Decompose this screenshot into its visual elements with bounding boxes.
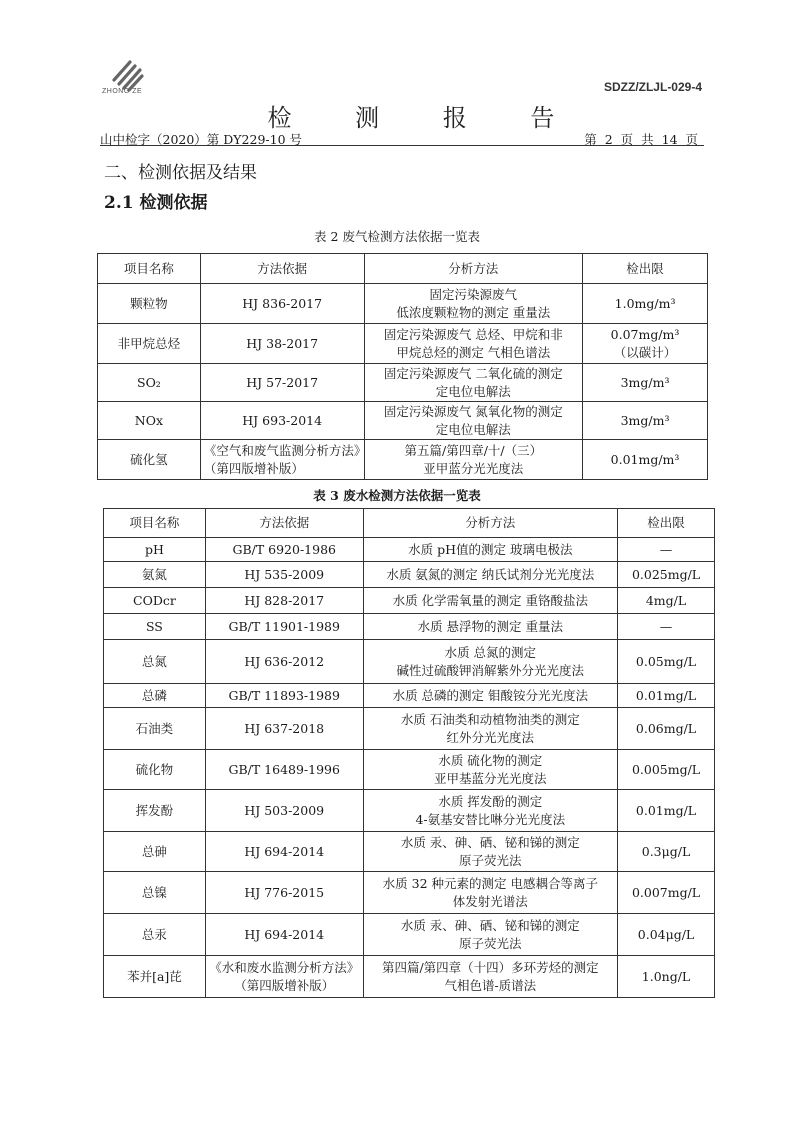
method-basis-cell: GB/T 11893-1989: [205, 684, 363, 708]
analysis-method-cell: [363, 956, 617, 998]
detection-limit-cell: 0.025mg/L: [618, 562, 715, 588]
table-row: [98, 402, 708, 440]
item-name-cell: CODcr: [104, 588, 206, 614]
detection-limit-cell: 0.01mg/L: [618, 790, 715, 832]
analysis-method-cell-line: 低浓度颗粒物的测定 重量法: [396, 304, 551, 320]
item-name-cell: pH: [104, 538, 206, 562]
analysis-method-cell-line: 亚甲基蓝分光光度法: [434, 770, 547, 786]
detection-limit-cell: 0.06mg/L: [618, 708, 715, 750]
table-row: [104, 588, 715, 614]
method-basis-cell: HJ 694-2014: [205, 914, 363, 956]
analysis-method-cell-line: 水质 氨氮的测定 纳氏试剂分光光度法: [386, 566, 595, 582]
analysis-method-cell-line: 原子荧光法: [459, 852, 522, 868]
table-row: [104, 872, 715, 914]
item-name-cell: SS: [104, 614, 206, 640]
analysis-method-cell: [363, 562, 617, 588]
analysis-method-cell-line: 固定污染源废气 总烃、甲烷和非: [383, 326, 563, 342]
analysis-method-cell: [363, 832, 617, 872]
table-row: [104, 832, 715, 872]
detection-limit-cell: 0.05mg/L: [618, 640, 715, 684]
item-name-cell: 颗粒物: [98, 284, 201, 324]
detection-limit-cell-line: 0.01mg/m³: [610, 451, 680, 467]
method-basis-cell: HJ 637-2018: [205, 708, 363, 750]
detection-limit-cell: 0.04μg/L: [618, 914, 715, 956]
table-row: [104, 684, 715, 708]
table-row: [98, 364, 708, 402]
method-basis-cell: GB/T 16489-1996: [205, 750, 363, 790]
header-method-basis: 方法依据: [205, 509, 363, 538]
section-heading: 二、检测依据及结果: [104, 163, 257, 183]
detection-limit-cell-line: 1.0mg/m³: [614, 295, 676, 311]
item-name-cell: 总磷: [104, 684, 206, 708]
item-name-cell: 总汞: [104, 914, 206, 956]
table-row: [98, 284, 708, 324]
detection-limit-cell: 0.3μg/L: [618, 832, 715, 872]
header-divider: [100, 145, 704, 146]
table-row: [104, 956, 715, 998]
page-info: 第 2 页 共 14 页: [584, 132, 698, 147]
method-basis-cell: HJ 38-2017: [200, 324, 364, 364]
detection-limit-cell: [583, 324, 708, 364]
table-row: [98, 440, 708, 480]
analysis-method-cell-line: 固定污染源废气: [429, 286, 518, 302]
analysis-method-cell: [363, 684, 617, 708]
item-name-cell: 氨氮: [104, 562, 206, 588]
analysis-method-cell-line: 定电位电解法: [435, 421, 511, 437]
analysis-method-cell-line: 水质 石油类和动植物油类的测定: [400, 711, 580, 727]
method-basis-cell: HJ 636-2012: [205, 640, 363, 684]
detection-limit-cell-line: 3mg/m³: [620, 412, 670, 428]
table-row: [104, 750, 715, 790]
table-row: [104, 614, 715, 640]
item-name-cell: 总氮: [104, 640, 206, 684]
method-basis-cell: HJ 535-2009: [205, 562, 363, 588]
table-row: [104, 538, 715, 562]
analysis-method-cell: [364, 402, 583, 440]
analysis-method-cell: [363, 872, 617, 914]
exhaust-gas-method-table: [97, 253, 708, 480]
analysis-method-cell-line: 水质 化学需氧量的测定 重铬酸盐法: [392, 592, 589, 608]
document-code: SDZZ/ZLJL-029-4: [603, 80, 702, 94]
header-detection-limit: 检出限: [583, 254, 708, 284]
analysis-method-cell-line: 4-氨基安替比啉分光光度法: [415, 811, 566, 827]
analysis-method-cell-line: 水质 悬浮物的测定 重量法: [417, 618, 564, 634]
analysis-method-cell-line: 气相色谱-质谱法: [444, 977, 537, 993]
detection-limit-cell: [583, 364, 708, 402]
method-basis-cell: HJ 828-2017: [205, 588, 363, 614]
detection-limit-cell-line: 3mg/m³: [620, 374, 670, 390]
method-basis-cell: HJ 694-2014: [205, 832, 363, 872]
analysis-method-cell: [363, 640, 617, 684]
table-header-row: [104, 509, 715, 538]
table-row: [104, 708, 715, 750]
table-row: [98, 324, 708, 364]
analysis-method-cell-line: 水质 汞、砷、硒、铋和锑的测定: [400, 834, 580, 850]
analysis-method-cell: [363, 538, 617, 562]
analysis-method-cell-line: 甲烷总烃的测定 气相色谱法: [396, 344, 551, 360]
analysis-method-cell-line: 亚甲蓝分光光度法: [423, 460, 524, 476]
item-name-cell: 挥发酚: [104, 790, 206, 832]
method-basis-cell: HJ 503-2009: [205, 790, 363, 832]
analysis-method-cell-line: 第四篇/第四章（十四）多环芳烃的测定: [381, 959, 599, 975]
method-basis-cell: 《水和废水监测分析方法》（第四版增补版）: [205, 956, 363, 998]
item-name-cell: SO₂: [98, 364, 201, 402]
detection-limit-cell: [583, 284, 708, 324]
analysis-method-cell: [363, 790, 617, 832]
table-header-row: [98, 254, 708, 284]
header-item-name: 项目名称: [98, 254, 201, 284]
item-name-cell: 石油类: [104, 708, 206, 750]
subsection-heading: 2.1 检测依据: [104, 193, 208, 213]
detection-limit-cell: 0.005mg/L: [618, 750, 715, 790]
analysis-method-cell: [364, 324, 583, 364]
header-analysis-method: 分析方法: [364, 254, 583, 284]
method-basis-cell: HJ 57-2017: [200, 364, 364, 402]
wastewater-method-table: [103, 508, 715, 998]
header-analysis-method: 分析方法: [363, 509, 617, 538]
analysis-method-cell-line: 碱性过硫酸钾消解紫外分光光度法: [396, 662, 585, 678]
analysis-method-cell-line: 水质 32 种元素的测定 电感耦合等离子: [382, 875, 598, 891]
detection-limit-cell: 0.007mg/L: [618, 872, 715, 914]
detection-limit-cell-line: 0.07mg/m³: [610, 326, 680, 342]
header-detection-limit: 检出限: [618, 509, 715, 538]
analysis-method-cell: [363, 708, 617, 750]
analysis-method-cell-line: 第五篇/第四章/十/（三）: [404, 442, 543, 458]
item-name-cell: 非甲烷总烃: [98, 324, 201, 364]
analysis-method-cell-line: 水质 汞、砷、硒、铋和锑的测定: [400, 917, 580, 933]
analysis-method-cell-line: 水质 挥发酚的测定: [438, 793, 543, 809]
analysis-method-cell-line: 红外分光光度法: [446, 729, 535, 745]
detection-limit-cell: 1.0ng/L: [618, 956, 715, 998]
report-title: 检 测 报 告: [267, 104, 583, 132]
analysis-method-cell-line: 定电位电解法: [435, 383, 511, 399]
method-basis-cell: HJ 693-2014: [200, 402, 364, 440]
item-name-cell: NOx: [98, 402, 201, 440]
header-method-basis: 方法依据: [200, 254, 364, 284]
item-name-cell: 总砷: [104, 832, 206, 872]
analysis-method-cell: [364, 440, 583, 480]
logo-text: ZHONG ZE: [102, 88, 143, 95]
detection-limit-cell-line: （以碳计）: [613, 344, 677, 360]
analysis-method-cell: [364, 284, 583, 324]
item-name-cell: 硫化物: [104, 750, 206, 790]
analysis-method-cell: [363, 588, 617, 614]
analysis-method-cell-line: 水质 总磷的测定 钼酸铵分光光度法: [392, 687, 589, 703]
method-basis-cell: GB/T 6920-1986: [205, 538, 363, 562]
detection-limit-cell: —: [618, 538, 715, 562]
table3-caption: 表 3 废水检测方法依据一览表: [313, 488, 481, 503]
detection-limit-cell: 0.01mg/L: [618, 684, 715, 708]
analysis-method-cell: [364, 364, 583, 402]
header-item-name: 项目名称: [104, 509, 206, 538]
analysis-method-cell-line: 水质 总氮的测定: [444, 644, 537, 660]
method-basis-cell: HJ 776-2015: [205, 872, 363, 914]
item-name-cell: 硫化氢: [98, 440, 201, 480]
analysis-method-cell: [363, 914, 617, 956]
method-basis-cell: 《空气和废气监测分析方法》（第四版增补版）: [200, 440, 364, 480]
item-name-cell: 总镍: [104, 872, 206, 914]
table-row: [104, 790, 715, 832]
detection-limit-cell: 4mg/L: [618, 588, 715, 614]
item-name-cell: 苯并[a]芘: [104, 956, 206, 998]
analysis-method-cell-line: 固定污染源废气 氮氧化物的测定: [383, 403, 563, 419]
table2-caption: 表 2 废气检测方法依据一览表: [314, 229, 480, 244]
detection-limit-cell: [583, 440, 708, 480]
detection-limit-cell: —: [618, 614, 715, 640]
analysis-method-cell: [363, 614, 617, 640]
detection-limit-cell: [583, 402, 708, 440]
report-number: 山中检字（2020）第 DY229-10 号: [100, 132, 303, 147]
analysis-method-cell-line: 固定污染源废气 二氧化硫的测定: [383, 365, 563, 381]
table-row: [104, 914, 715, 956]
method-basis-cell: HJ 836-2017: [200, 284, 364, 324]
table-row: [104, 562, 715, 588]
analysis-method-cell-line: 体发射光谱法: [452, 893, 528, 909]
analysis-method-cell: [363, 750, 617, 790]
table-row: [104, 640, 715, 684]
analysis-method-cell-line: 水质 硫化物的测定: [438, 752, 543, 768]
analysis-method-cell-line: 原子荧光法: [459, 935, 522, 951]
method-basis-cell: GB/T 11901-1989: [205, 614, 363, 640]
analysis-method-cell-line: 水质 pH值的测定 玻璃电极法: [408, 541, 573, 557]
